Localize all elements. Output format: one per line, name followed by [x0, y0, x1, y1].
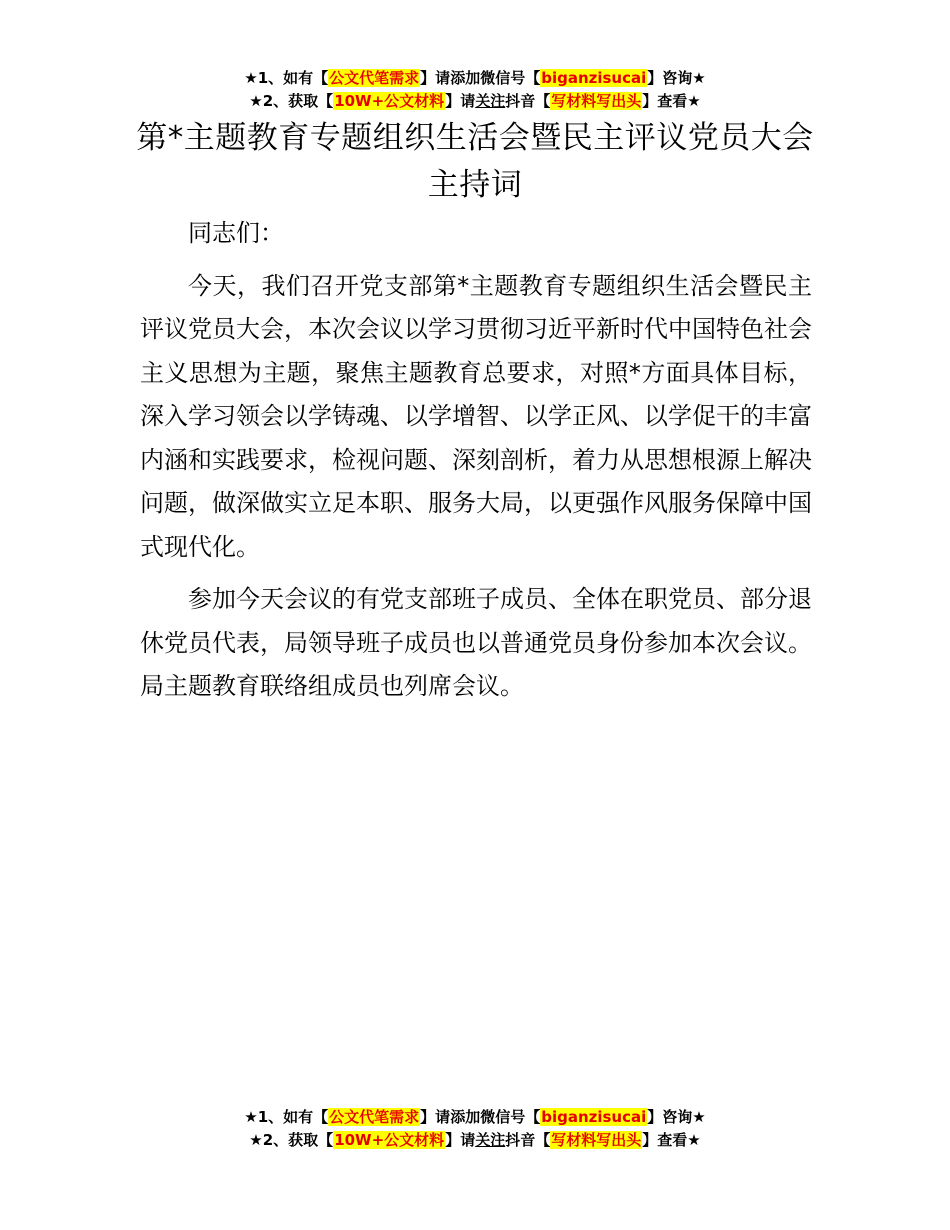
promo-text: ★2、获取【 [249, 92, 334, 110]
promo-text: 】请 [420, 69, 451, 87]
promo-text: 】咨询★ [647, 69, 706, 87]
promo-text: 】查看★ [642, 92, 701, 110]
promo-line-1 [0, 67, 950, 90]
promo-line-2 [0, 90, 950, 113]
promo-highlight: 10W+公文材料 [334, 92, 445, 110]
promo-emphasis: 添加 [450, 1108, 481, 1126]
promo-text: ★2、获取【 [249, 1131, 334, 1149]
promo-text: ★1、如有【 [244, 69, 329, 87]
promo-highlight: 写材料写出头 [551, 1131, 642, 1149]
promo-text: 】咨询★ [647, 1108, 706, 1126]
promo-text: ★1、如有【 [244, 1108, 329, 1126]
promo-text: 】请 [445, 92, 476, 110]
promo-text: 抖音【 [505, 1131, 551, 1149]
document-body [140, 212, 812, 718]
body-paragraph: 今天，我们召开党支部第*主题教育专题组织生活会暨民主评议党员大会，本次会议以学习贯彻习近平新时代中国特色社会主义思想为主题，聚焦主题教育总要求，对照*方面具体目标，深入学习领会以学铸魂、以学增智、以学正风、以学促干的丰富内涵和实践要求，检视问题、深刻剖析，着力从思想根源上解决问题，做深做实立足本职、服务大局，以更强作风服务保障中国式现代化。 [140, 271, 812, 561]
promo-highlight: 写材料写出头 [551, 92, 642, 110]
header-promo-banner [0, 67, 950, 113]
salutation: 同志们： [188, 219, 284, 247]
promo-text: 】请 [445, 1131, 476, 1149]
promo-highlight: 公文代笔需求 [329, 69, 420, 87]
promo-highlight: 公文代笔需求 [329, 1108, 420, 1126]
document-title: 第*主题教育专题组织生活会暨民主评议党员大会主持词 [136, 120, 814, 203]
body-paragraph: 参加今天会议的有党支部班子成员、全体在职党员、部分退休党员代表，局领导班子成员也以普通党员身份参加本次会议。局主题教育联络组成员也列席会议。 [140, 585, 812, 700]
footer-promo-banner [0, 1106, 950, 1152]
promo-highlight: 10W+公文材料 [334, 1131, 445, 1149]
promo-emphasis: 添加 [450, 69, 481, 87]
promo-highlight: biganzisucai [541, 69, 647, 87]
promo-text: 】查看★ [642, 1131, 701, 1149]
promo-highlight: biganzisucai [541, 1108, 647, 1126]
promo-line-1 [0, 1106, 950, 1129]
promo-text: 微信号【 [480, 1108, 541, 1126]
promo-emphasis: 关注 [475, 1131, 506, 1149]
promo-text: 】请 [420, 1108, 451, 1126]
promo-text: 微信号【 [480, 69, 541, 87]
promo-text: 抖音【 [505, 92, 551, 110]
promo-line-2 [0, 1129, 950, 1152]
promo-emphasis: 关注 [475, 92, 506, 110]
